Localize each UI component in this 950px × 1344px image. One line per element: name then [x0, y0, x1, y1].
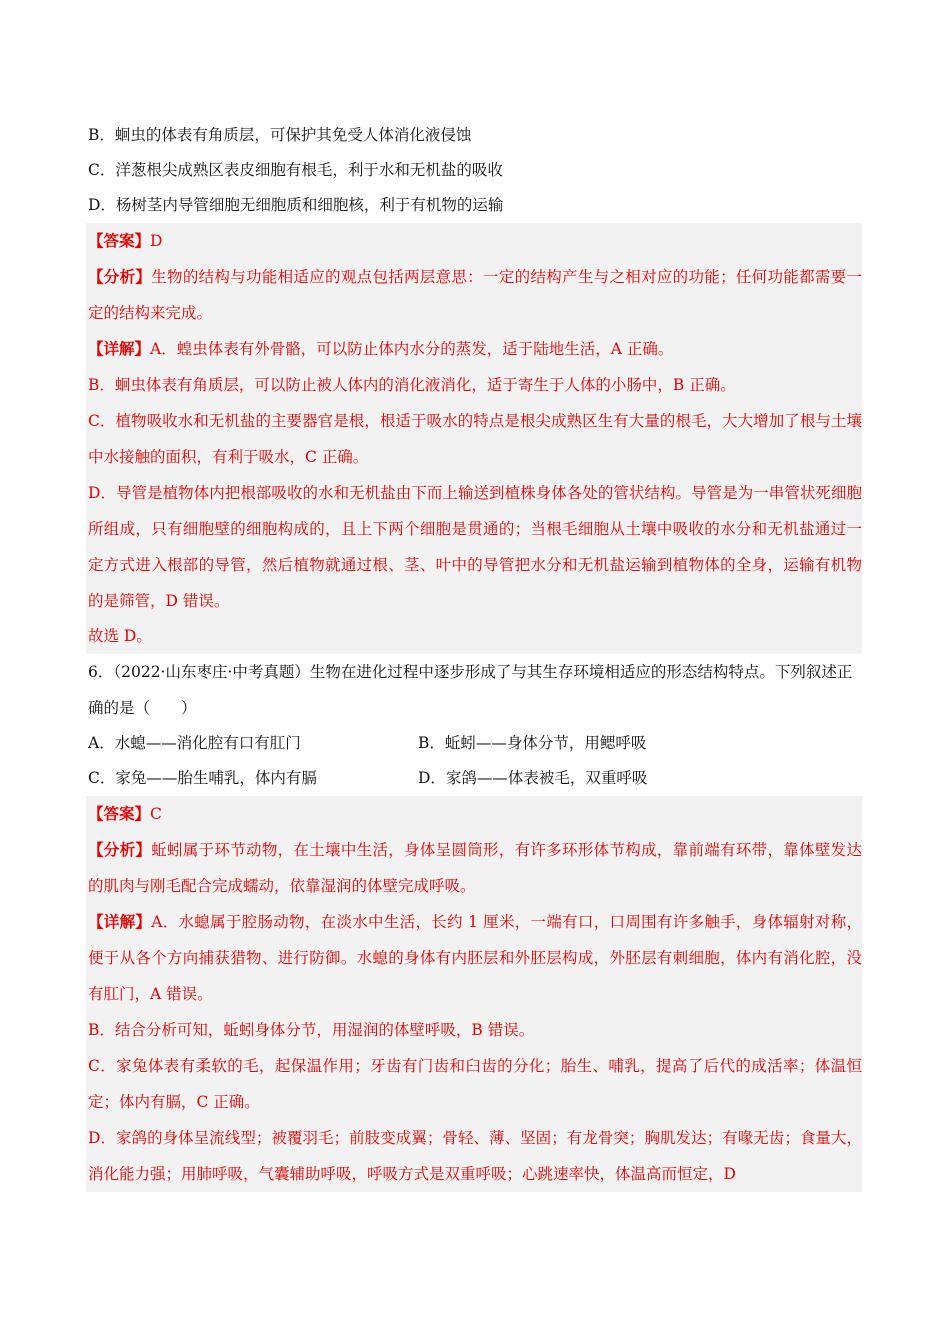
document-page [88, 118, 860, 1192]
q6-detail-b: B．结合分析可知，蚯蚓身体分节，用湿润的体壁呼吸，B 错误。 [88, 1021, 535, 1039]
q6-options-row-2 [88, 761, 860, 796]
q5-conclusion: 故选 D。 [88, 627, 152, 645]
q5-answer-block [86, 223, 862, 654]
q6-answer-block [86, 796, 862, 1192]
q5-detail-a [88, 331, 862, 367]
detail-a-text: A．水螅属于腔肠动物，在淡水中生活，长约 1 厘米，一端有口，口周围有许多触手，身体辐射对称，便于从各个方向捕获猎物、进行防御。水螅的身体有内胚层和外胚层构成，外胚层有刺细胞，体内有消化腔，没有肛门，A 错误。 [88, 913, 862, 1003]
answer-value: D [150, 232, 163, 250]
q6-analysis [88, 832, 862, 904]
answer-value: C [150, 805, 162, 823]
analysis-text: 生物的结构与功能相适应的观点包括两层意思：一定的结构产生与之相对应的功能；任何功能都需要一定的结构来完成。 [88, 268, 862, 322]
q5-option-c: C．洋葱根尖成熟区表皮细胞有根毛，利于水和无机盐的吸收 [88, 161, 503, 179]
detail-tag: 【详解】 [88, 912, 152, 931]
q6-detail-c: C．家兔体表有柔软的毛，起保温作用；牙齿有门齿和臼齿的分化；胎生、哺乳，提高了后代的成活率；体温恒定；体内有膈，C 正确。 [88, 1057, 862, 1111]
q6-options-row-1 [88, 726, 860, 761]
analysis-tag: 【分析】 [88, 840, 152, 859]
detail-a-text: A．蝗虫体表有外骨骼，可以防止体内水分的蒸发，适于陆地生活，A 正确。 [150, 340, 674, 358]
answer-tag: 【答案】 [88, 804, 151, 823]
q5-detail-b: B．蛔虫体表有角质层，可以防止被人体内的消化液消化，适于寄生于人体的小肠中，B 正确。 [88, 376, 736, 394]
q6-option-b: B．蚯蚓——身体分节，用鳃呼吸 [418, 734, 647, 752]
q5-analysis [88, 259, 862, 331]
q5-detail-d: D．导管是植物体内把根部吸收的水和无机盐由下而上输送到植株身体各处的管状结构。导管是为一串管状死细胞所组成，只有细胞壁的细胞构成的，且上下两个细胞是贯通的；当根毛细胞从土壤中吸收的水分和无机盐通过一定方式进入根部的导管，然后植物就通过根、茎、叶中的导管把水分和无机盐运输到植物体的全身，运输有机物的是筛管，D 错误。 [88, 484, 862, 610]
q5-option-d: D．杨树茎内导管细胞无细胞质和细胞核，利于有机物的运输 [88, 196, 504, 214]
detail-tag: 【详解】 [88, 339, 151, 358]
q6-option-c: C．家兔——胎生哺乳，体内有膈 [88, 769, 317, 787]
q5-option-b: B．蛔虫的体表有角质层，可保护其免受人体消化液侵蚀 [88, 126, 472, 144]
q6-answer [88, 796, 862, 832]
answer-tag: 【答案】 [88, 231, 151, 250]
q5-detail-c: C．植物吸收水和无机盐的主要器官是根，根适于吸水的特点是根尖成熟区生有大量的根毛，大大增加了根与土壤中水接触的面积，有利于吸水，C 正确。 [88, 412, 862, 466]
analysis-tag: 【分析】 [88, 267, 152, 286]
q6-stem: 6．（2022·山东枣庄·中考真题）生物在进化过程中逐步形成了与其生存环境相适应的形态结构特点。下列叙述正确的是（ ） [88, 663, 853, 717]
q6-option-d: D．家鸽——体表被毛，双重呼吸 [418, 769, 648, 787]
q6-detail-d: D．家鸽的身体呈流线型；被覆羽毛；前肢变成翼；骨轻、薄、坚固；有龙骨突；胸肌发达；有喙无齿；食量大，消化能力强；用肺呼吸，气囊辅助呼吸，呼吸方式是双重呼吸；心跳速率快，体温高而恒定，D [88, 1129, 862, 1183]
q5-answer [88, 223, 862, 259]
analysis-text: 蚯蚓属于环节动物，在土壤中生活，身体呈圆筒形，有许多环形体节构成，靠前端有环带，靠体壁发达的肌肉与刚毛配合完成蠕动，依靠湿润的体壁完成呼吸。 [88, 841, 862, 895]
q6-option-a: A．水螅——消化腔有口有肛门 [88, 734, 301, 752]
q6-detail-a [88, 904, 862, 1012]
